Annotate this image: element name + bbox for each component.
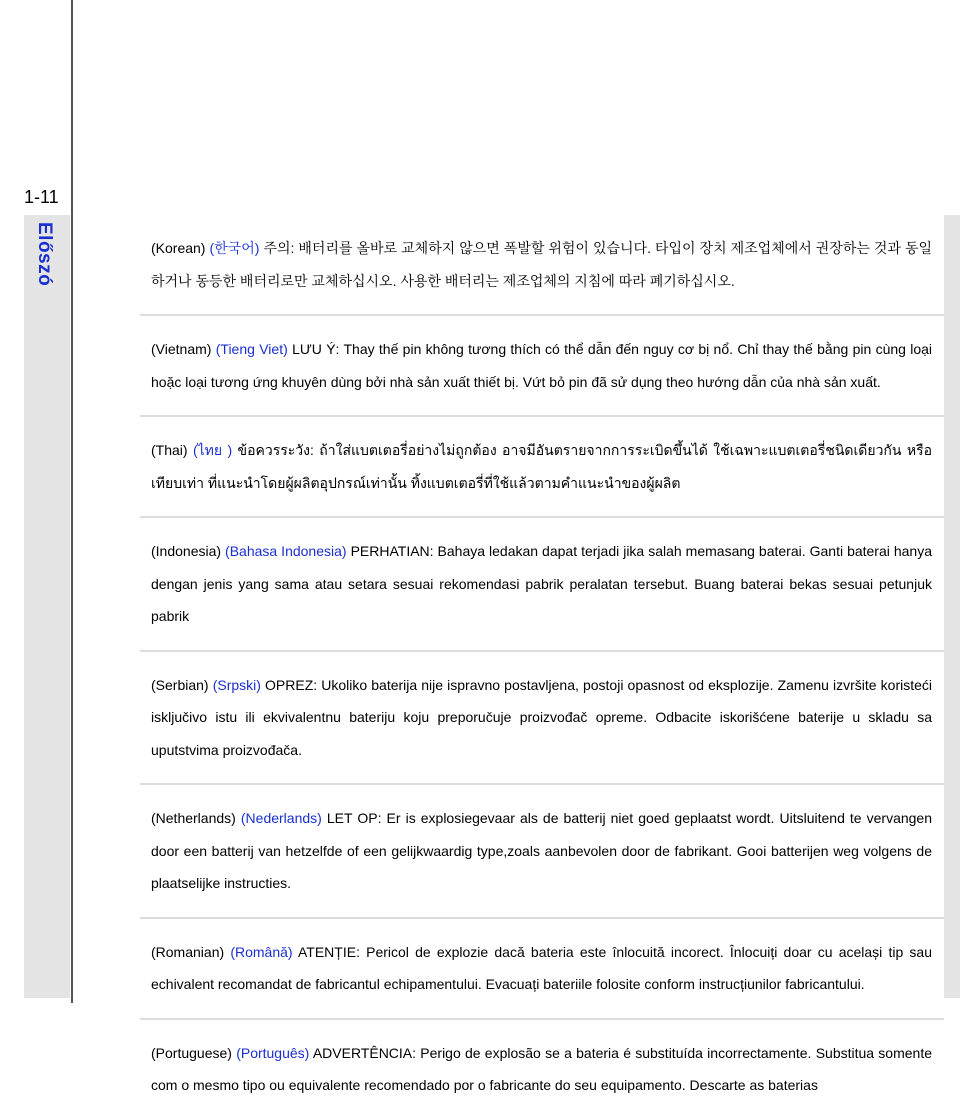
notice-language: (Srpski) bbox=[212, 676, 261, 693]
notice-country: (Portuguese) bbox=[151, 1044, 232, 1061]
notice-language: (Nederlands) bbox=[240, 810, 322, 826]
notice-language: (Română) bbox=[230, 943, 293, 960]
notice-language: (Tieng Viet) bbox=[215, 341, 288, 357]
notice-country: (Vietnam) bbox=[151, 341, 212, 357]
right-margin-bar bbox=[944, 215, 960, 998]
notice-list bbox=[140, 215, 944, 1119]
notice-country: (Netherlands) bbox=[151, 810, 236, 826]
notice-thai bbox=[140, 417, 944, 518]
notice-text: ATENȚIE: Pericol de explozie dacă bateria este înlocuită incorect. Înlocuiți doar cu același tip sau echivalent recomandat de fabricantul echipamentului. Evacuați bateriile folosite conform instrucțiunilor fabricantului. bbox=[151, 943, 932, 992]
notice-language: (Bahasa Indonesia) bbox=[225, 543, 347, 559]
notice-vietnam bbox=[140, 316, 944, 417]
notice-text: OPREZ: Ukoliko baterija nije ispravno postavljena, postoji opasnost od eksplozije. Zamenu izvršite koristeći isključivo istu ili ekvivalentnu bateriju koju preporučuje proizvođač opreme. Odbacite iskorišćene baterije u skladu sa uputstvima proizvođača. bbox=[151, 676, 933, 758]
notice-text: PERHATIAN: Bahaya ledakan dapat terjadi jika salah memasang baterai. Ganti baterai hanya dengan jenis yang sama atau setara sesuai rekomendasi pabrik peralatan tersebut. Buang baterai bekas sesuai petunjuk pabrik bbox=[151, 543, 933, 624]
notice-language: (Português) bbox=[236, 1044, 310, 1061]
notice-country: (Romanian) bbox=[151, 943, 225, 960]
notice-korean bbox=[140, 215, 944, 316]
section-title: Előszó bbox=[34, 222, 55, 287]
notice-romanian bbox=[140, 919, 944, 1020]
notice-country: (Indonesia) bbox=[151, 543, 222, 559]
notice-country: (Serbian) bbox=[151, 676, 209, 693]
notice-text: LƯU Ý: Thay thế pin không tương thích có thể dẫn đến nguy cơ bị nổ. Chỉ thay thế bằng pin cùng loại hoặc loại tương ứng khuyên dùng bởi nhà sản xuất thiết bị. Vứt bỏ pin đã sử dụng theo hướng dẫn của nhà sản xuất. bbox=[151, 341, 933, 390]
notice-language: (ไทย ) bbox=[192, 442, 233, 458]
page-divider-line bbox=[71, 0, 73, 1003]
notice-indonesia bbox=[140, 518, 944, 652]
notice-portuguese bbox=[140, 1020, 944, 1119]
notice-text: 주의: 배터리를 올바로 교체하지 않으면 폭발할 위험이 있습니다. 타입이 장치 제조업체에서 권장하는 것과 동일하거나 동등한 배터리로만 교체하십시오. 사용한 배터리는 제조업체의 지침에 따라 폐기하십시오. bbox=[151, 240, 933, 289]
notice-country: (Korean) bbox=[151, 240, 206, 256]
notice-netherlands bbox=[140, 785, 944, 919]
notice-text: ข้อควรระวัง: ถ้าใส่แบตเตอรี่อย่างไม่ถูกต้อง อาจมีอันตรายจากการระเบิดขึ้นได้ ใช้เฉพาะแบตเตอรี่ชนิดเดียวกัน หรือเทียบเท่า ที่แนะนำโดยผู้ผลิตอุปกรณ์เท่านั้น ทิ้งแบตเตอรี่ที่ใช้แล้วตามคำแนะนำของผู้ผลิต bbox=[151, 442, 933, 491]
notice-serbian bbox=[140, 652, 944, 786]
notice-text: LET OP: Er is explosiegevaar als de batterij niet goed geplaatst wordt. Uitsluitend te vervangen door een batterij van hetzelfde of een gelijkwaardig type,zoals aanbevolen door de fabrikant. Gooi batterijen weg volgens de plaatselijke instructies. bbox=[151, 810, 933, 891]
section-tab bbox=[24, 215, 70, 998]
notice-text: ADVERTÊNCIA: Perigo de explosão se a bateria é substituída incorrectamente. Substitua somente com o mesmo tipo ou equivalente recomendado por o fabricante do seu equipamento. Descarte as baterias bbox=[151, 1044, 933, 1093]
notice-country: (Thai) bbox=[151, 442, 188, 458]
page-number: 1-11 bbox=[24, 187, 59, 207]
notice-language: (한국어) bbox=[209, 240, 260, 256]
